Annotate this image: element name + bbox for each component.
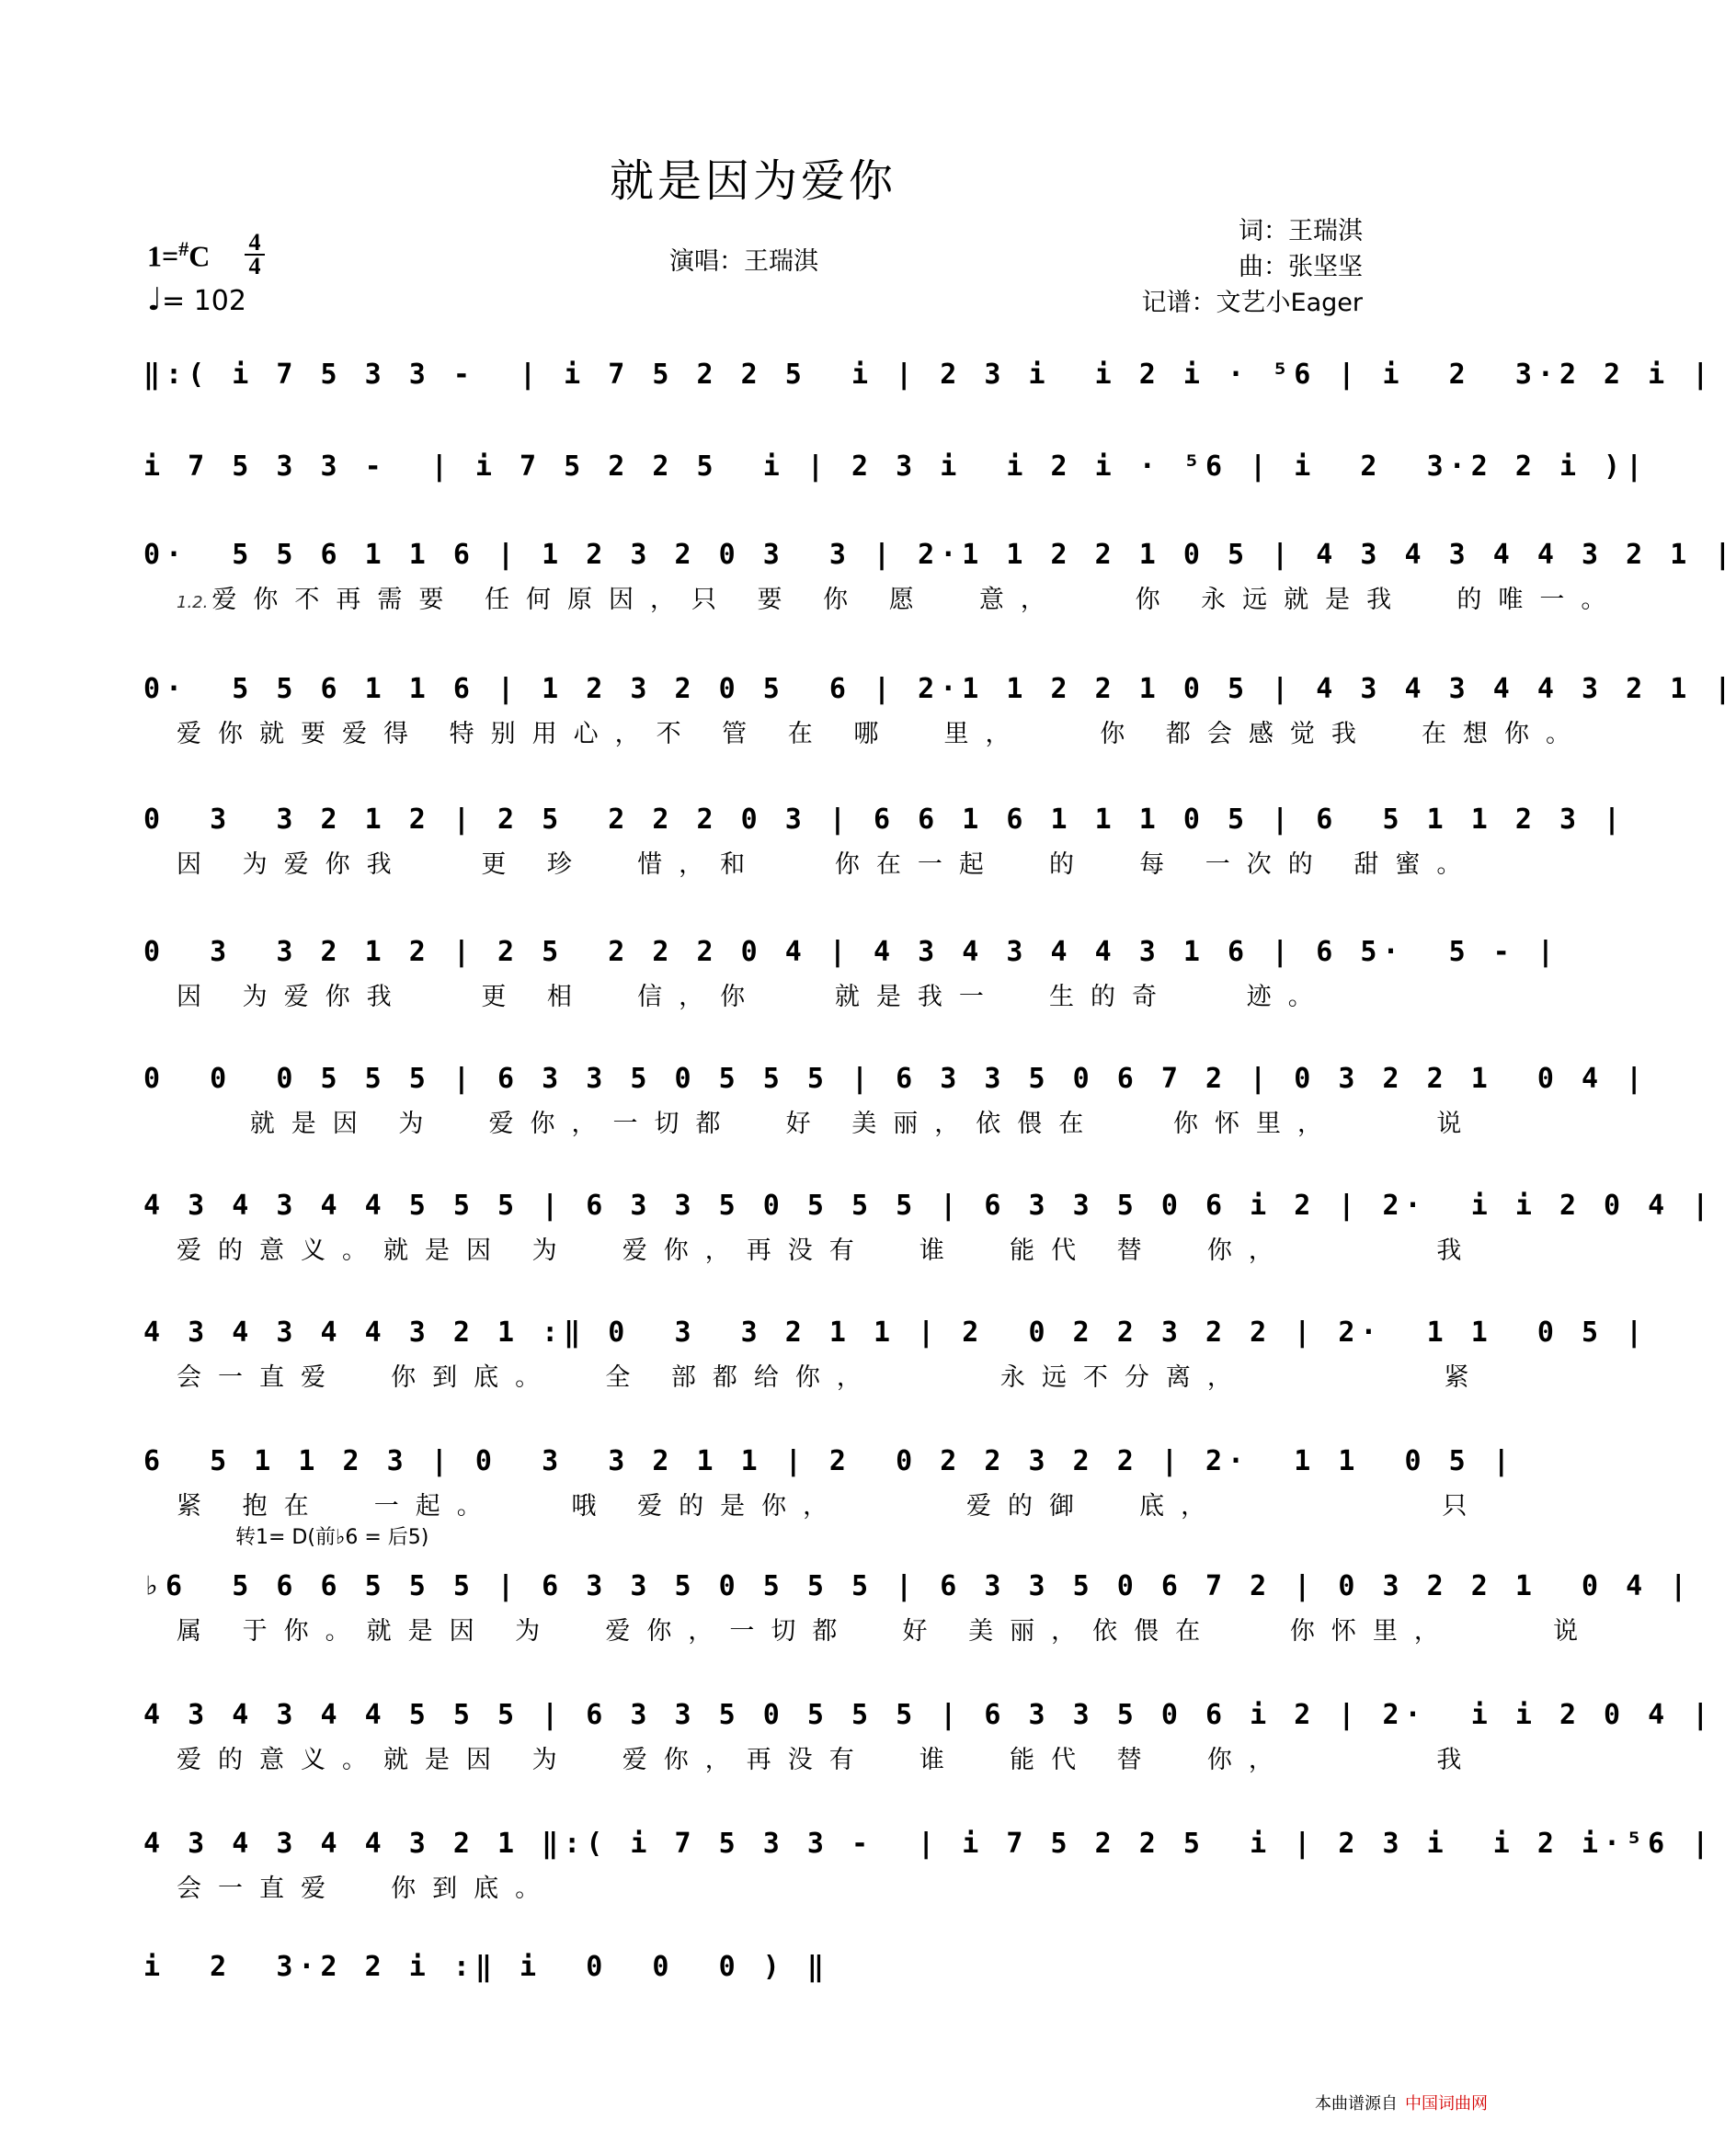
lyrics-text: 爱的意义。就是因 为 爱你，再没有 谁 能代 替 你， 我 xyxy=(177,1746,1479,1774)
key-letter: C xyxy=(188,239,211,273)
notation-line: 6 5 1 1 2 3 | 0 3 3 2 1 1 | 2 0 2 2 3 2 2 | 2· 1 1 0 5 | xyxy=(143,1445,1515,1477)
lyrics-text: 爱你就要爱得 特别用心，不 管 在 哪 里， 你 都会感觉我 在想你。 xyxy=(177,720,1587,748)
tempo-marking xyxy=(147,281,246,318)
lyrics-text: 紧 抱在 一起。 哦 爱的是你， 爱的御 底， 只 xyxy=(177,1492,1484,1521)
notation-line: i 7 5 3 3 - | i 7 5 2 2 5 i | 2 3 i i 2 i · ⁵6 | i 2 3·2 2 i )| xyxy=(143,450,1649,483)
footer-source-text: 本曲谱源自 xyxy=(1315,2094,1398,2114)
notation-line: 0 0 0 5 5 5 | 6 3 3 5 0 5 5 5 | 6 3 3 5 0 6 7 2 | 0 3 2 2 1 0 4 | xyxy=(143,1063,1649,1095)
score-system xyxy=(143,1940,1372,2050)
notation-line: 0 3 3 2 1 2 | 2 5 2 2 2 0 4 | 4 3 4 3 4 4 3 1 6 | 6 5· 5 - | xyxy=(143,936,1559,968)
lyrics-text: 就是因 为 爱你，一切都 好 美丽，依偎在 你怀里， 说 xyxy=(177,1110,1479,1138)
notation-line: 4 3 4 3 4 4 5 5 5 | 6 3 3 5 0 5 5 5 | 6 3 3 5 0 6 i 2 | 2· i i 2 0 4 | xyxy=(143,1190,1715,1222)
score-system xyxy=(143,1559,1693,1669)
credits-block xyxy=(1142,213,1363,321)
notation-line: i 2 3·2 2 i :‖ i 0 0 0 ) ‖ xyxy=(143,1951,829,1983)
score-system xyxy=(143,1179,1715,1289)
lyrics-text: 会一直爱 你到底。 全 部都给你， 永远不分离， 紧 xyxy=(177,1363,1486,1392)
notation-line: 0 3 3 2 1 2 | 2 5 2 2 2 0 3 | 6 6 1 6 1 1 1 0 5 | 6 5 1 1 2 3 | xyxy=(143,803,1627,836)
lyrics-text: 因 为爱你我 更 相 信，你 就是我一 生的奇 迹。 xyxy=(177,983,1330,1011)
lyrics-line xyxy=(177,976,1330,1012)
notation-line: 0· 5 5 6 1 1 6 | 1 2 3 2 0 3 3 | 2·1 1 2 2 1 0 5 | 4 3 4 3 4 4 3 2 1 | xyxy=(143,539,1736,571)
lyrics-line xyxy=(177,713,1587,749)
modulation-marking: 转1= D(前♭6 = 后5) xyxy=(235,1526,429,1549)
score-system xyxy=(143,528,1736,638)
lyrics-line xyxy=(177,579,1622,615)
key-sharp: # xyxy=(178,237,189,260)
score-system xyxy=(143,662,1736,772)
key-prefix: 1= xyxy=(147,239,179,273)
lyrics-text: 爱的意义。就是因 为 爱你，再没有 谁 能代 替 你， 我 xyxy=(177,1236,1479,1265)
lyrics-line xyxy=(177,1739,1478,1775)
score-system xyxy=(143,1052,1649,1162)
time-signature xyxy=(245,229,265,279)
lyrics-text: 爱你不再需要 任何原因，只 要 你 愿 意， 你 永远就是我 的唯一。 xyxy=(211,586,1623,614)
tempo-value: = 102 xyxy=(162,285,246,317)
footer-site-name: 中国词曲网 xyxy=(1405,2094,1488,2114)
score-system xyxy=(143,1434,1515,1544)
notation-line: 0· 5 5 6 1 1 6 | 1 2 3 2 0 5 6 | 2·1 1 2 2 1 0 5 | 4 3 4 3 4 4 3 2 1 | xyxy=(143,673,1736,705)
singer-credit: 演唱：王瑞淇 xyxy=(669,247,818,276)
meter-bottom: 4 xyxy=(248,253,261,279)
song-title: 就是因为爱你 xyxy=(609,155,897,207)
score-system xyxy=(143,925,1559,1035)
notation-line: ♭6 5 6 6 5 5 5 | 6 3 3 5 0 5 5 5 | 6 3 3 5 0 6 7 2 | 0 3 2 2 1 0 4 | xyxy=(143,1570,1693,1602)
lyrics-line xyxy=(177,844,1478,880)
lyrics-line xyxy=(177,1486,1483,1521)
notation-line: ‖:( i 7 5 3 3 - | i 7 5 2 2 5 i | 2 3 i i 2 i · ⁵6 | i 2 3·2 2 i | xyxy=(143,359,1715,391)
notation-line: 4 3 4 3 4 4 5 5 5 | 6 3 3 5 0 5 5 5 | 6 3 3 5 0 6 i 2 | 2· i i 2 0 4 | xyxy=(143,1699,1715,1731)
lyrics-line xyxy=(177,1357,1485,1393)
lyrics-text: 因 为爱你我 更 珍 惜，和 你在一起 的 每 一次的 甜蜜。 xyxy=(177,850,1479,879)
lyrics-text: 会一直爱 你到底。 xyxy=(177,1875,557,1903)
key-signature xyxy=(147,237,210,274)
lyrics-line xyxy=(177,1611,1594,1647)
lyrics-line xyxy=(177,1230,1478,1266)
transcriber-credit: 记谱：文艺小Eager xyxy=(1141,289,1363,317)
notation-line: 4 3 4 3 4 4 3 2 1 :‖ 0 3 3 2 1 1 | 2 0 2 2 3 2 2 | 2· 1 1 0 5 | xyxy=(143,1316,1649,1349)
quarter-note-icon: ♩ xyxy=(147,281,163,318)
score-system xyxy=(143,1305,1649,1416)
score-system xyxy=(143,1688,1715,1798)
composer-credit: 曲：张坚坚 xyxy=(1239,253,1363,281)
lyrics-line xyxy=(177,1868,556,1904)
lyrics-line xyxy=(177,1103,1478,1139)
footer-source xyxy=(1315,2091,1488,2114)
lyrics-text: 属 于你。就是因 为 爱你，一切都 好 美丽，依偎在 你怀里， 说 xyxy=(177,1617,1595,1646)
score-system xyxy=(143,1817,1715,1927)
score-system xyxy=(143,792,1627,903)
meter-top: 4 xyxy=(248,229,261,256)
verse-marker: 1.2. xyxy=(177,593,209,612)
lyricist-credit: 词：王瑞淇 xyxy=(1239,217,1363,245)
notation-line: 4 3 4 3 4 4 3 2 1 ‖:( i 7 5 3 3 - | i 7 5 2 2 5 i | 2 3 i i 2 i·⁵6 | xyxy=(143,1828,1715,1860)
